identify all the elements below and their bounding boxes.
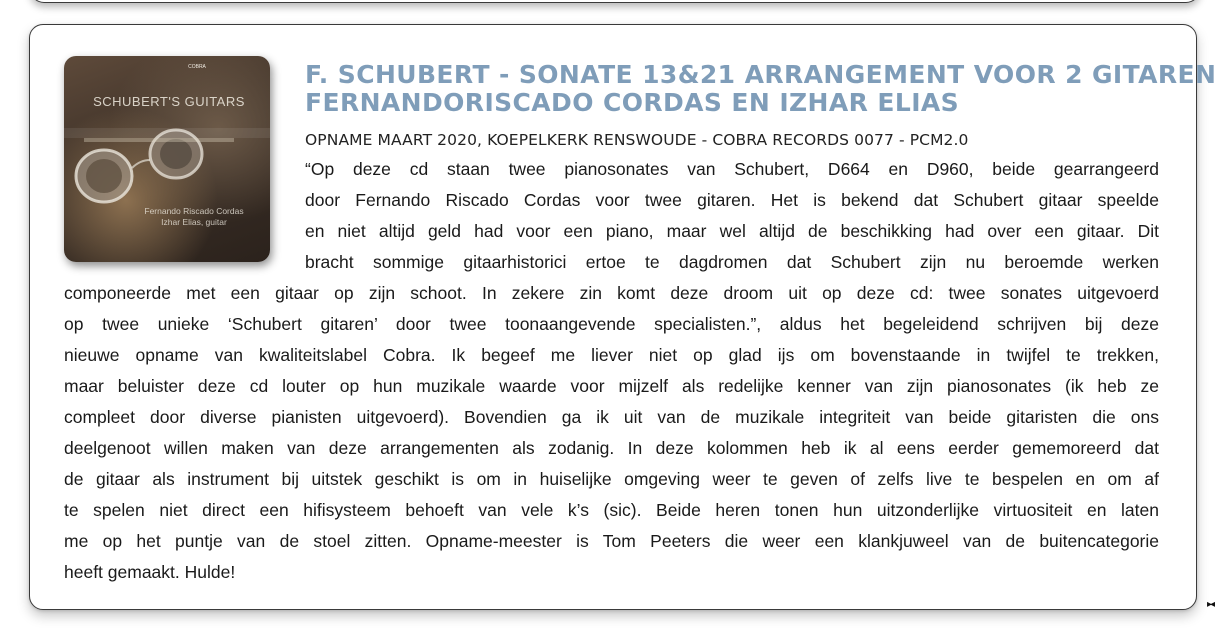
review-card	[29, 24, 1217, 610]
body-line: deelgenoot willen maken van deze arrangementen als zodanig. In deze kolommen heb ik al eens eerder gememoreerd dat	[64, 438, 1159, 458]
recording-info: OPNAME MAART 2020, KOEPELKERK RENSWOUDE - COBRA RECORDS 0077 - PCM2.0	[305, 131, 969, 149]
album-cover-image	[64, 56, 270, 262]
body-line: nieuwe opname van kwaliteitslabel Cobra. Ik begeef me liever niet op glad ijs om bovenstaande in twijfel te trekken,	[64, 345, 1159, 365]
body-line: me op het puntje van de stoel zitten. Opname-meester is Tom Peeters die weer een klankjuweel van de buitencategorie	[64, 531, 1159, 551]
album-cover-title: SCHUBERT'S GUITARS	[93, 94, 245, 109]
review-body-beside-cover	[305, 154, 1159, 278]
cobra-logo-icon: COBRA	[188, 64, 206, 70]
end-of-article-icon: ▸◂	[1207, 599, 1214, 610]
body-line: maar beluister deze cd louter op hun muzikale waarde voor mijzelf als redelijke kenner van zijn pianosonates (ik heb ze	[64, 376, 1159, 396]
review-title-line2: FERNANDORISCADO CORDAS EN IZHAR ELIAS	[305, 88, 960, 117]
album-cover-artists-line2: Izhar Elias, guitar	[161, 217, 227, 227]
body-line: door Fernando Riscado Cordas voor twee gitaren. Het is bekend dat Schubert gitaar speelde	[305, 190, 1159, 210]
album-cover-artists	[124, 206, 264, 228]
body-line: componeerde met een gitaar op zijn schoot. In zekere zin komt deze droom uit op deze cd: twee sonates uitgevoerd	[64, 283, 1159, 303]
review-body-full-width	[64, 278, 1159, 588]
review-title-line1: F. SCHUBERT - SONATE 13&21 ARRANGEMENT VOOR 2 GITAREN	[305, 60, 1217, 89]
body-line: de gitaar als instrument bij uitstek geschikt is om in huiselijke omgeving weer te geven of zelfs live te bespelen en om af	[64, 469, 1159, 489]
body-line: “Op deze cd staan twee pianosonates van Schubert, D664 en D960, beide gearrangeerd	[305, 159, 1159, 179]
body-line: en niet altijd geld had voor een piano, maar wel altijd de beschikking had over een gitaar. Dit	[305, 221, 1159, 241]
review-title	[305, 60, 1217, 117]
previous-review-card-edge	[30, 0, 1200, 3]
body-line: heeft gemaakt. Hulde!	[64, 562, 236, 582]
body-line: op twee unieke ‘Schubert gitaren’ door twee toonaangevende specialisten.”, aldus het begeleidend schrijven bij deze	[64, 314, 1159, 334]
body-line: compleet door diverse pianisten uitgevoerd). Bovendien ga ik uit van de muzikale integriteit van beide gitaristen die ons	[64, 407, 1159, 427]
body-line: te spelen niet direct een hifisysteem behoeft van vele k’s (sic). Beide heren tonen hun uitzonderlijke virtuositeit en laten	[64, 500, 1159, 520]
album-cover-art	[64, 56, 270, 262]
body-line: bracht sommige gitaarhistorici ertoe te dagdromen dat Schubert zijn nu beroemde werken	[305, 252, 1159, 272]
album-cover-artists-line1: Fernando Riscado Cordas	[144, 206, 244, 216]
